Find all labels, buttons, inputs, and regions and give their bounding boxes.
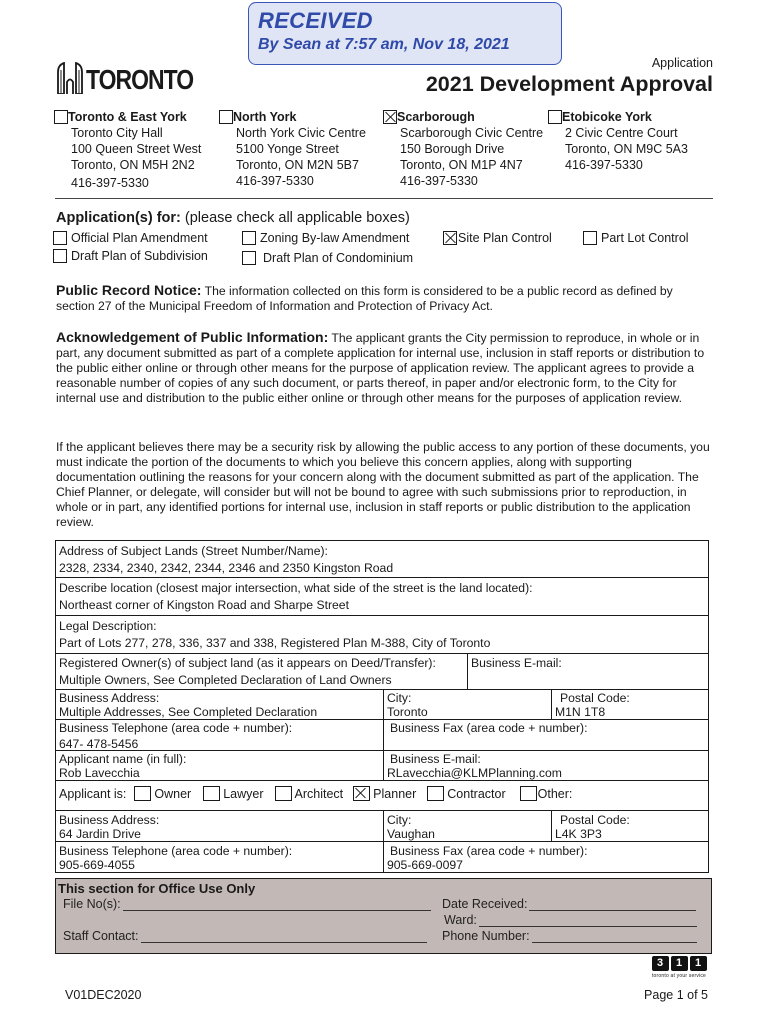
legal-value[interactable]: Part of Lots 277, 278, 336, 337 and 338, Registered Plan M-388, City of Toronto [59, 636, 491, 650]
option-zoning-bylaw-amendment[interactable] [242, 231, 409, 245]
option-official-plan-amendment[interactable] [53, 231, 208, 245]
office-line: Toronto City Hall [71, 126, 163, 140]
option-site-plan-control[interactable] [443, 231, 552, 245]
checkbox[interactable] [583, 231, 597, 245]
applicant-city-label: City: [387, 813, 412, 827]
applicant-type-lawyer[interactable] [203, 786, 263, 801]
applicant-name-value[interactable]: Rob Lavecchia [59, 766, 140, 780]
option-label: Part Lot Control [601, 231, 689, 245]
checkbox[interactable] [242, 231, 256, 245]
checkbox[interactable] [203, 786, 220, 801]
office-line: 5100 Yonge Street [236, 142, 339, 156]
applicant-name-label: Applicant name (in full): [59, 752, 187, 766]
owner-value[interactable]: Multiple Owners, See Completed Declaration of Land Owners [59, 673, 392, 687]
office-checkbox-scarborough[interactable] [383, 110, 397, 124]
acknowledgement-notice [56, 330, 712, 406]
owner-phone-value[interactable]: 647- 478-5456 [59, 737, 139, 751]
ward-line[interactable] [479, 915, 697, 927]
page-title: 2021 Development Approval [425, 72, 713, 96]
applicant-type-label: Contractor [447, 786, 506, 801]
applicant-type-contractor[interactable] [427, 786, 505, 801]
legal-label: Legal Description: [59, 619, 157, 633]
applicant-postal-cell [551, 810, 709, 842]
checkbox[interactable] [53, 231, 67, 245]
owner-phone-cell [55, 719, 384, 751]
applicant-type-row [55, 780, 709, 811]
address-row [55, 540, 709, 578]
office-name: North York [233, 109, 297, 124]
applicant-type-label: Owner [154, 786, 192, 801]
checkbox[interactable] [353, 786, 370, 801]
office-line: 100 Queen Street West [71, 142, 202, 156]
owner-address-label: Business Address: [59, 691, 160, 705]
applicant-city-cell [383, 810, 552, 842]
applicant-type-label: Architect [294, 786, 344, 801]
applicant-postal-value[interactable]: L4K 3P3 [555, 827, 602, 841]
applicant-fax-label: Business Fax (area code + number): [390, 844, 588, 858]
applicant-fax-value[interactable]: 905-669-0097 [387, 858, 463, 872]
location-value[interactable]: Northeast corner of Kingston Road and Sharpe Street [59, 598, 349, 612]
owner-email-cell [467, 653, 709, 690]
public-record-notice [56, 283, 712, 314]
application-label: Application [651, 56, 713, 70]
office-line: 2 Civic Centre Court [565, 126, 678, 140]
public-record-text: The information collected on this form is considered to be a public record as defined by section 27 of the Municipal Freedom of Information and Protection of Privacy Act. [56, 284, 673, 313]
header-divider [55, 198, 713, 199]
office-scarborough [383, 108, 543, 189]
office-line: 416-397-5330 [71, 176, 149, 190]
logo-wordmark: TORONTO [86, 64, 194, 95]
owner-phone-label: Business Telephone (area code + number): [59, 721, 293, 735]
legal-description-row [55, 615, 709, 654]
staff-contact-label: Staff Contact: [63, 929, 139, 943]
owner-label: Registered Owner(s) of subject land (as it appears on Deed/Transfer): [59, 656, 436, 670]
office-line: Toronto, ON M2N 5B7 [236, 158, 359, 172]
address-value[interactable]: 2328, 2334, 2340, 2342, 2344, 2346 and 2350 Kingston Road [59, 561, 394, 575]
applicant-name-cell [55, 750, 384, 781]
checkbox[interactable] [275, 786, 292, 801]
owner-address-value[interactable]: Multiple Addresses, See Completed Declaration [59, 705, 318, 719]
office-name: Etobicoke York [562, 109, 652, 124]
badge-tagline: toronto at your service [651, 973, 707, 979]
applicant-type-other[interactable] [520, 786, 573, 801]
date-received-label: Date Received: [442, 897, 528, 911]
applicant-phone-label: Business Telephone (area code + number): [59, 844, 293, 858]
option-label: Site Plan Control [458, 231, 552, 245]
security-notice: If the applicant believes there may be a security risk by allowing the public access to any portion of these documents, you must indicate the portion of the documents to which you believe this concern applies, along with supporting documentation outlining the reasons for your concern along with the document submitted as part of the application. The Chief Planner, or delegate, will consider but will not be bound to agree with such submissions prior to reproduction, in whole or in part, any identified portions for internal use, inclusion in staff reports or public distribution to the application review. [56, 440, 710, 529]
address-label: Address of Subject Lands (Street Number/Name): [59, 544, 328, 558]
office-name: Toronto & East York [68, 109, 187, 124]
office-checkbox-north-york[interactable] [219, 110, 233, 124]
owner-city-value[interactable]: Toronto [387, 705, 428, 719]
applicant-postal-label: Postal Code: [560, 813, 630, 827]
office-line: 150 Borough Drive [400, 142, 505, 156]
owner-fax-cell [383, 719, 709, 751]
applicant-type-planner[interactable] [353, 786, 416, 801]
applicant-phone-value[interactable]: 905-669-4055 [59, 858, 135, 872]
option-label: Draft Plan of Subdivision [71, 249, 208, 263]
city-hall-icon [57, 62, 83, 94]
location-label: Describe location (closest major intersection, what side of the street is the land located): [59, 581, 533, 595]
badge-digit: 3 [652, 956, 669, 971]
checkbox[interactable] [242, 251, 256, 265]
owner-city-cell [383, 689, 552, 720]
form-version: V01DEC2020 [65, 988, 142, 1002]
owner-fax-label: Business Fax (area code + number): [390, 721, 588, 735]
date-received-line[interactable] [529, 899, 696, 911]
checkbox[interactable] [443, 231, 457, 245]
applicant-type-label: Planner [373, 786, 417, 801]
office-checkbox-etobicoke-york[interactable] [548, 110, 562, 124]
option-label: Zoning By-law Amendment [260, 231, 410, 245]
office-line: Toronto, ON M5H 2N2 [71, 158, 195, 172]
owner-postal-cell [551, 689, 709, 720]
checkbox[interactable] [53, 249, 67, 263]
owner-email-label: Business E-mail: [471, 656, 562, 670]
office-line: Toronto, ON M1P 4N7 [400, 158, 523, 172]
file-number-field[interactable] [63, 897, 431, 911]
staff-contact-line[interactable] [141, 931, 427, 943]
applicant-phone-cell [55, 841, 384, 873]
checkbox[interactable] [134, 786, 151, 801]
owner-address-cell [55, 689, 384, 720]
owner-postal-label: Postal Code: [560, 691, 630, 705]
owner-city-label: City: [387, 691, 412, 705]
toronto-logo [57, 60, 217, 94]
applicant-email-label: Business E-mail: [390, 752, 481, 766]
owner-postal-value[interactable]: M1N 1T8 [555, 705, 606, 719]
badge-digit: 1 [690, 956, 707, 971]
stamp-detail: By Sean at 7:57 am, Nov 18, 2021 [258, 36, 510, 53]
applicant-type-owner[interactable] [134, 786, 191, 801]
office-north-york [219, 108, 366, 189]
applicant-address-cell [55, 810, 384, 842]
owner-row [55, 653, 468, 690]
received-stamp [248, 2, 562, 65]
office-line: Scarborough Civic Centre [400, 126, 544, 140]
stamp-title: RECEIVED [258, 8, 373, 33]
checkbox[interactable] [427, 786, 444, 801]
applicant-type-architect[interactable] [275, 786, 344, 801]
option-label: Official Plan Amendment [71, 231, 208, 245]
option-draft-plan-subdivision[interactable] [53, 249, 208, 263]
applicant-type-label: Other: [537, 786, 573, 801]
badge-digit: 1 [671, 956, 688, 971]
checkbox[interactable] [520, 786, 537, 801]
public-record-lead: Public Record Notice: [56, 282, 202, 298]
phone-number-field[interactable] [442, 929, 697, 943]
office-checkbox-toronto-east-york[interactable] [54, 110, 68, 124]
applicant-is-label: Applicant is: [59, 786, 127, 801]
file-number-label: File No(s): [63, 897, 121, 911]
applicant-address-value[interactable]: 64 Jardin Drive [59, 827, 141, 841]
acknowledgement-lead: Acknowledgement of Public Information: [56, 329, 329, 345]
option-part-lot-control[interactable] [583, 231, 689, 245]
ward-field[interactable] [444, 913, 697, 927]
office-name: Scarborough [397, 109, 475, 124]
office-line: 416-397-5330 [565, 158, 643, 172]
office-use-section [55, 878, 712, 954]
phone-number-label: Phone Number: [442, 929, 530, 943]
applicant-fax-cell [383, 841, 709, 873]
staff-contact-field[interactable] [63, 929, 427, 943]
applicant-address-label: Business Address: [59, 813, 160, 827]
date-received-field[interactable] [442, 897, 696, 911]
office-line: 416-397-5330 [236, 174, 314, 188]
page-number: Page 1 of 5 [644, 988, 708, 1002]
location-row [55, 577, 709, 616]
311-logo [650, 956, 708, 984]
file-number-line[interactable] [123, 899, 431, 911]
office-line: Toronto, ON M9C 5A3 [565, 142, 688, 156]
office-etobicoke-york [548, 108, 688, 173]
applications-heading [56, 210, 410, 226]
applicant-city-value[interactable]: Vaughan [387, 827, 435, 841]
applications-heading-label: Application(s) for: [56, 210, 181, 226]
acknowledgement-text: The applicant grants the City permission to reproduce, in whole or in part, any document submitted as part of a complete application for internal use, inclusion in staff reports or distribution to the public either online or through other means for the purpose of application review. The applicant agrees to provide a reasonable number of copies of any such document, or parts thereof, in paper and/or electronic form, to the City for internal use and distribution to the public either online or through other means for the purposes of application review. [56, 331, 705, 405]
office-line: North York Civic Centre [236, 126, 366, 140]
ward-label: Ward: [444, 913, 477, 927]
office-line: 416-397-5330 [400, 174, 478, 188]
phone-number-line[interactable] [532, 931, 697, 943]
option-label: Draft Plan of Condominium [263, 251, 414, 265]
applicant-email-value[interactable]: RLavecchia@KLMPlanning.com [387, 766, 562, 780]
office-toronto-east-york [54, 108, 201, 191]
applications-instruction: (please check all applicable boxes) [184, 210, 410, 226]
office-use-title: This section for Office Use Only [58, 881, 256, 896]
applicant-email-cell [383, 750, 709, 781]
applicant-type-label: Lawyer [223, 786, 264, 801]
option-draft-plan-condominium[interactable] [242, 251, 413, 265]
